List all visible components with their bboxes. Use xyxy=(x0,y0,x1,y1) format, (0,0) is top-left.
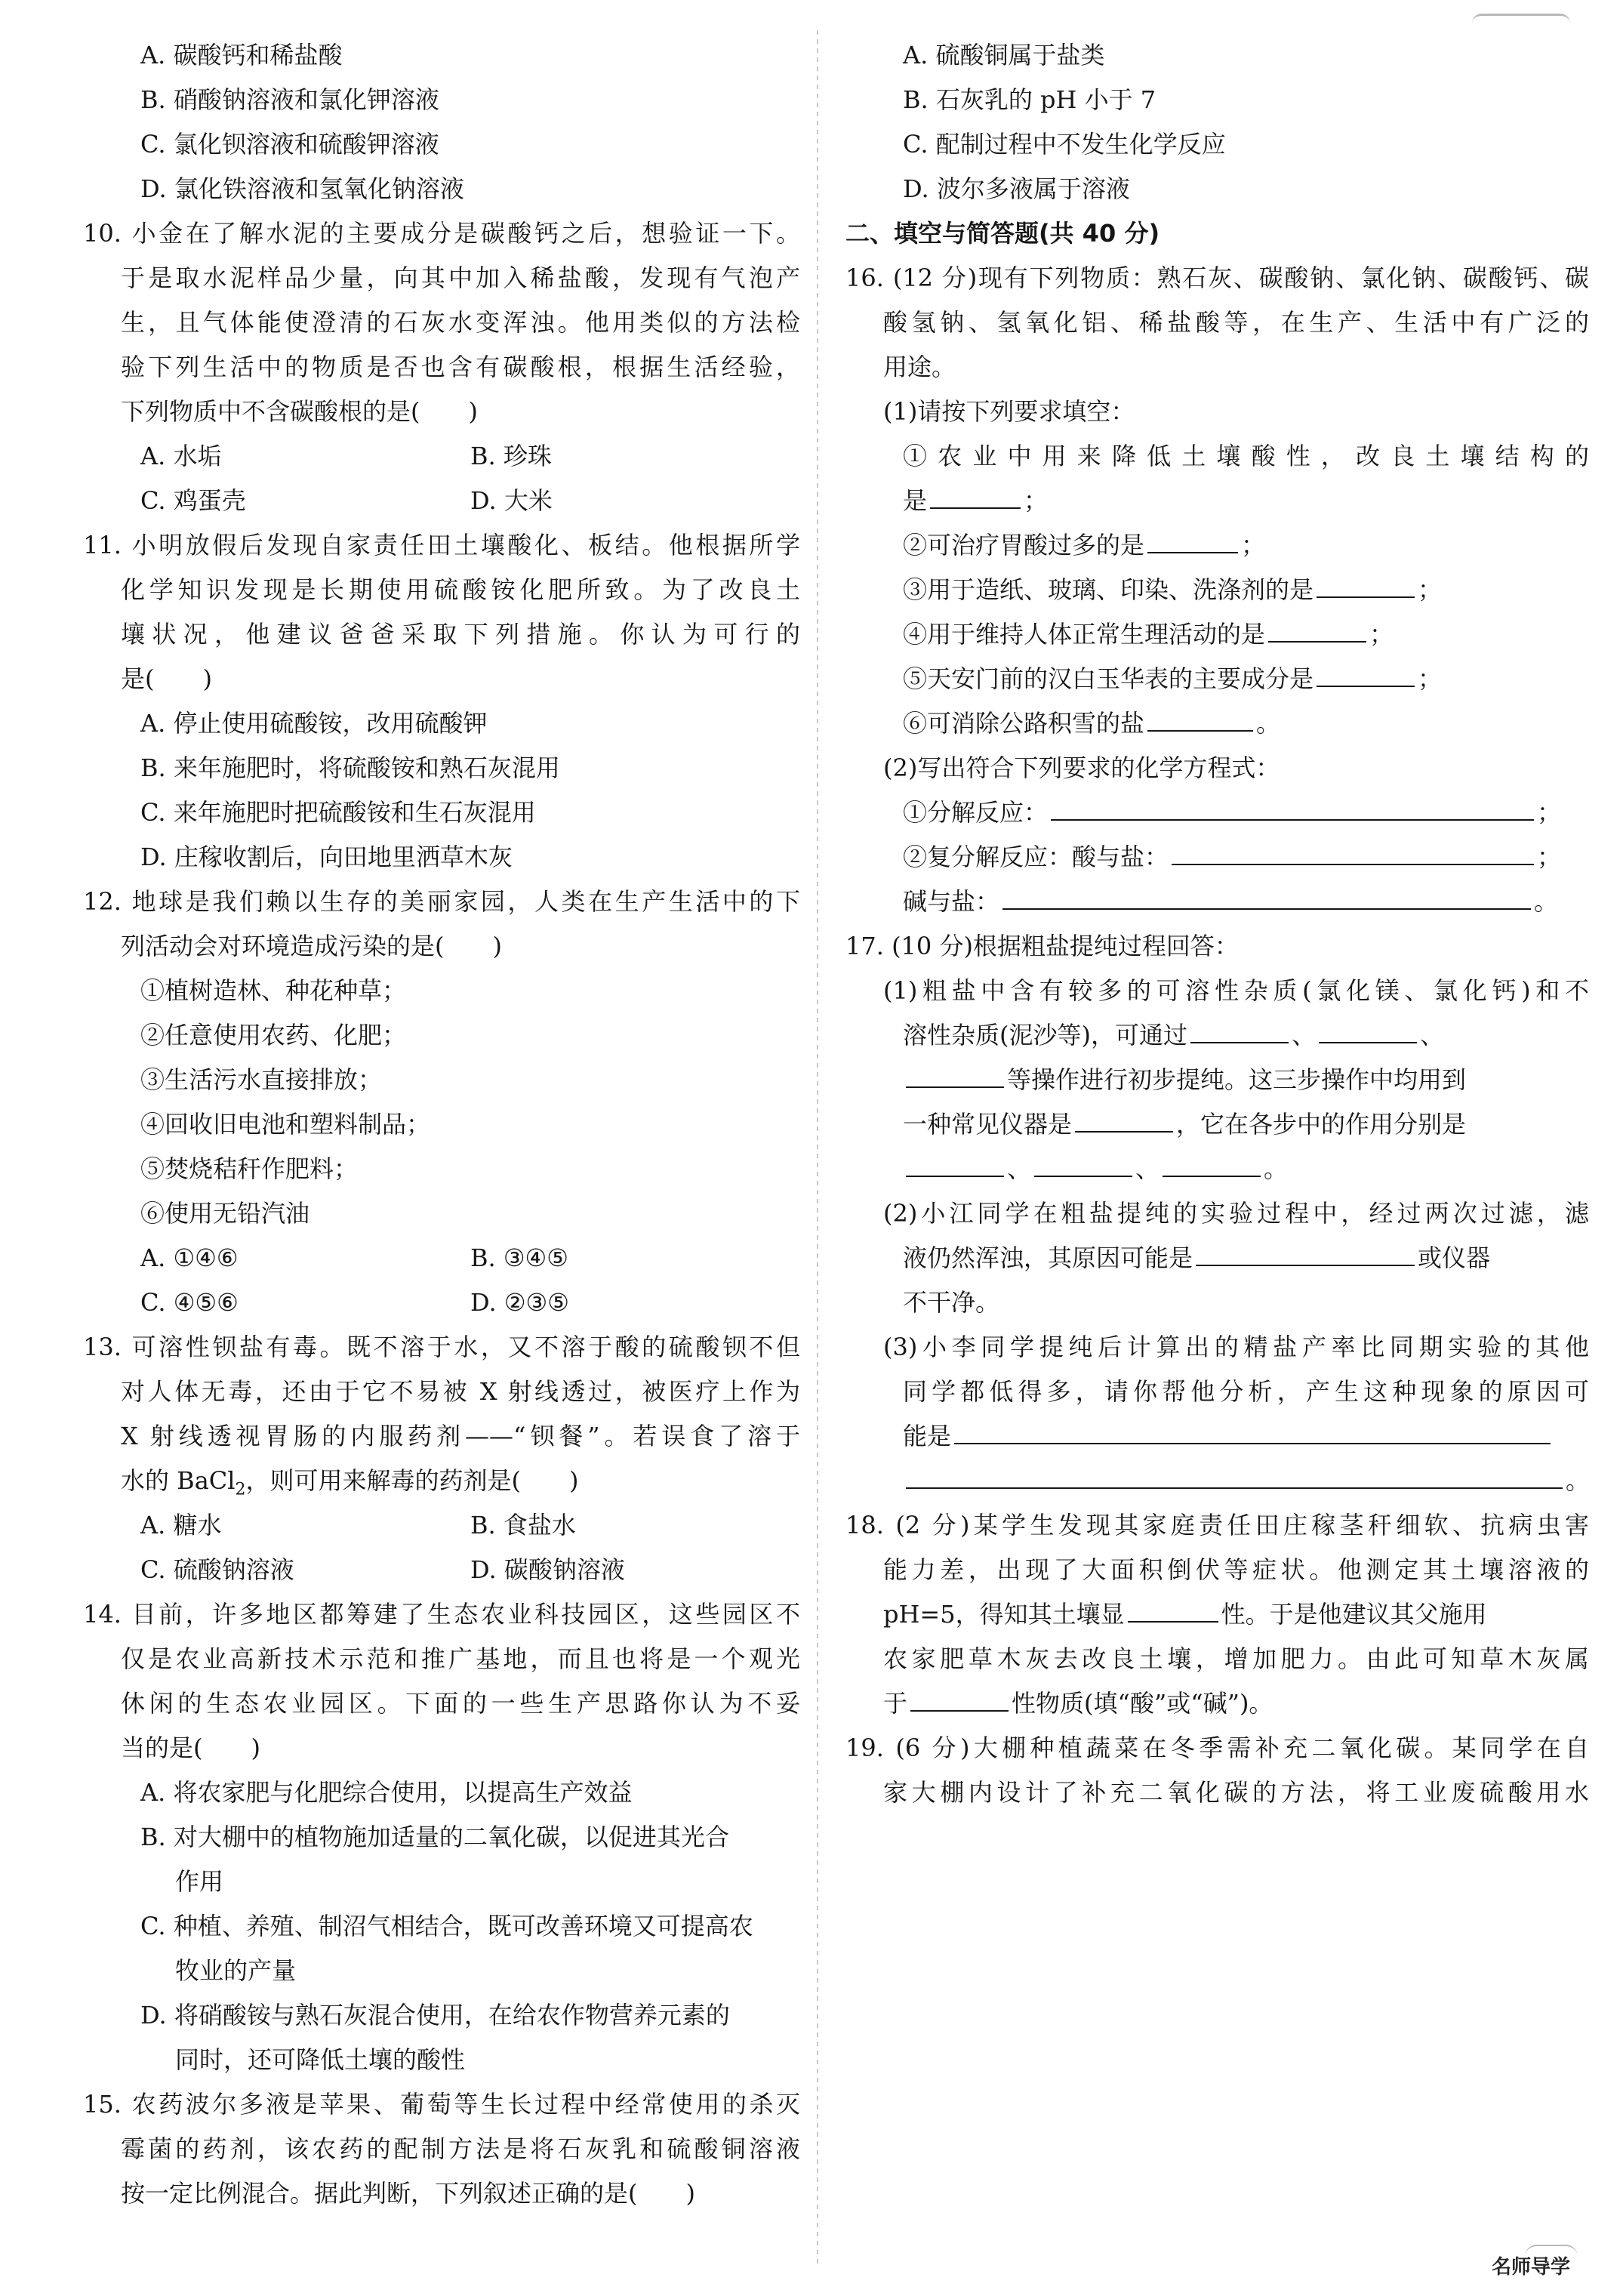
q13-option-c: C. 硫酸钠溶液 xyxy=(140,1555,294,1584)
q11-option-b: B. 来年施肥时，将硫酸铵和熟石灰混用 xyxy=(140,754,560,782)
q11-stem-line: 化学知识发现是长期使用硫酸铵化肥所致。为了改良土 xyxy=(121,575,800,604)
q13-option-a: A. 糖水 xyxy=(140,1511,222,1539)
q17-part-1-text: 等操作进行初步提纯。这三步操作中均用到 xyxy=(1007,1065,1467,1094)
q16-eq-1-text: ①分解反应： xyxy=(903,798,1049,827)
q12-option-d: D. ②③⑤ xyxy=(470,1288,569,1317)
punctuation: ； xyxy=(1369,620,1394,649)
q18-stem-line: 农家肥草木灰去改良土壤，增加肥力。由此可知草木灰属 xyxy=(883,1644,1589,1673)
q12-option-b: B. ③④⑤ xyxy=(470,1244,568,1272)
punctuation: 。 xyxy=(1264,1154,1289,1183)
q17-part-2-line xyxy=(845,1236,1589,1281)
q16-blank-6[interactable] xyxy=(1147,701,1253,732)
q9-option-b: B. 硝酸钠溶液和氯化钾溶液 xyxy=(140,85,439,114)
q11-stem-line: 11. 小明放假后发现自家责任田土壤酸化、板结。他根据所学 xyxy=(83,531,800,559)
q16-item-5-text: ⑤天安门前的汉白玉华表的主要成分是 xyxy=(903,664,1314,693)
q16-item-2 xyxy=(845,523,1589,568)
footer-brand-mark: 名师导学 xyxy=(1491,2256,1570,2279)
q16-stem-line: 酸氢钠、氢氧化铝、稀盐酸等，在生产、生活中有广泛的 xyxy=(883,308,1589,337)
q15-option-a: A. 硫酸铜属于盐类 xyxy=(903,41,1105,69)
q15-option-c: C. 配制过程中不发生化学反应 xyxy=(903,130,1226,159)
q16-stem-line: 16. (12 分)现有下列物质：熟石灰、碳酸钠、氯化钠、碳酸钙、碳 xyxy=(845,264,1589,292)
punctuation: ； xyxy=(1241,531,1266,559)
q18-blank-2[interactable] xyxy=(910,1681,1009,1712)
q16-item-4 xyxy=(845,612,1589,657)
q18-stem-line xyxy=(845,1592,1589,1637)
q16-eq-blank-1[interactable] xyxy=(1051,791,1534,821)
punctuation: ； xyxy=(1418,664,1443,693)
q17-part-3-line: (3)小李同学提纯后计算出的精盐产率比同期实验的其他 xyxy=(883,1333,1589,1361)
q16-item-2-text: ②可治疗胃酸过多的是 xyxy=(903,531,1145,559)
q10-options-row xyxy=(83,479,800,523)
q13-option-d: D. 碳酸钠溶液 xyxy=(470,1555,625,1584)
page-corner-mark xyxy=(1472,14,1570,23)
q13-stem-line: X 射线透视胃肠的内服药剂——“钡餐”。若误食了溶于 xyxy=(121,1422,800,1450)
q12-item: ④回收旧电池和塑料制品； xyxy=(140,1110,431,1139)
q18-text: 性物质(填“酸”或“碱”)。 xyxy=(1012,1689,1273,1718)
q12-options-row xyxy=(83,1281,800,1325)
punctuation: 。 xyxy=(1256,709,1281,738)
q14-option-b-cont: 作用 xyxy=(175,1867,224,1896)
q18-stem-line xyxy=(845,1681,1589,1726)
q17-part-3-line xyxy=(845,1414,1589,1459)
q12-stem-line: 12. 地球是我们赖以生存的美丽家园，人类在生产生活中的下 xyxy=(83,887,800,916)
q10-option-c: C. 鸡蛋壳 xyxy=(140,486,246,515)
q18-stem-line: 18. (2 分)某学生发现其家庭责任田庄稼茎秆细软、抗病虫害 xyxy=(845,1511,1589,1539)
q17-blank-10[interactable] xyxy=(906,1459,1563,1489)
column-divider xyxy=(817,30,818,2265)
q12-item: ①植树造林、种花种草； xyxy=(140,976,407,1005)
q12-item: ⑥使用无铅汽油 xyxy=(140,1199,310,1228)
q11-stem-line: 壤状况，他建议爸爸采取下列措施。你认为可行的 xyxy=(121,620,800,649)
q10-stem-line: 验下列生活中的物质是否也含有碳酸根，根据生活经验， xyxy=(121,353,800,381)
q17-part-1-line xyxy=(845,1058,1589,1102)
punctuation: ； xyxy=(1537,843,1562,871)
q17-part-1-line xyxy=(845,1147,1589,1191)
q10-stem-line: 10. 小金在了解水泥的主要成分是碳酸钙之后，想验证一下。 xyxy=(83,219,800,248)
punctuation: 、 xyxy=(1420,1021,1445,1049)
section-2-title: 二、填空与简答题(共 40 分) xyxy=(845,219,1160,248)
q17-part-2-line: (2)小江同学在粗盐提纯的实验过程中，经过两次过滤，滤 xyxy=(883,1199,1589,1228)
q15-option-b: B. 石灰乳的 pH 小于 7 xyxy=(903,85,1156,114)
q17-part-1-text: 溶性杂质(泥沙等)，可通过 xyxy=(903,1021,1187,1049)
q16-blank-5[interactable] xyxy=(1317,657,1415,687)
q17-blank-8[interactable] xyxy=(1196,1236,1415,1266)
q10-stem-line: 下列物质中不含碳酸根的是( ) xyxy=(121,397,478,426)
q16-item-6-text: ⑥可消除公路积雪的盐 xyxy=(903,709,1145,738)
q13-stem-line: 对人体无毒，还由于它不易被 X 射线透过，被医疗上作为 xyxy=(121,1377,800,1406)
q17-part-1-line xyxy=(845,1013,1589,1058)
q16-item-5 xyxy=(845,657,1589,701)
punctuation: 、 xyxy=(1007,1154,1032,1183)
q12-stem-line: 列活动会对环境造成污染的是( ) xyxy=(121,932,502,960)
q12-item: ②任意使用农药、化肥； xyxy=(140,1021,407,1049)
q19-stem-line: 19. (6 分)大棚种植蔬菜在冬季需补充二氧化碳。某同学在自 xyxy=(845,1734,1589,1762)
q11-stem-line: 是( ) xyxy=(121,664,212,693)
q16-item-6 xyxy=(845,701,1589,746)
q11-option-c: C. 来年施肥时把硫酸铵和生石灰混用 xyxy=(140,798,536,827)
q16-eq-2-text: ②复分解反应：酸与盐： xyxy=(903,843,1169,871)
q15-option-d: D. 波尔多液属于溶液 xyxy=(903,174,1130,203)
q17-blank-5[interactable] xyxy=(906,1147,1004,1177)
q13-options-row xyxy=(83,1548,800,1592)
q12-options-row xyxy=(83,1236,800,1281)
q14-stem-line: 仅是农业高新技术示范和推广基地，而且也将是一个观光 xyxy=(121,1644,800,1673)
q14-option-c-cont: 牧业的产量 xyxy=(175,1956,297,1985)
punctuation: ； xyxy=(1537,798,1562,827)
q16-blank-3[interactable] xyxy=(1317,568,1415,598)
q16-eq-3-text: 碱与盐： xyxy=(903,887,1000,916)
q14-option-d-cont: 同时，还可降低土壤的酸性 xyxy=(175,2045,466,2074)
q16-item-1-cont xyxy=(845,479,1589,523)
q17-part-1-line xyxy=(845,1102,1589,1147)
q17-blank-9[interactable] xyxy=(954,1414,1551,1444)
q14-option-d: D. 将硝酸铵与熟石灰混合使用，在给农作物营养元素的 xyxy=(140,2001,730,2029)
q17-part-3-line: 同学都低得多，请你帮他分析，产生这种现象的原因可 xyxy=(903,1377,1589,1406)
q17-blank-4[interactable] xyxy=(1075,1102,1173,1133)
q10-option-a: A. 水垢 xyxy=(140,442,222,470)
punctuation: 。 xyxy=(1566,1466,1591,1495)
q14-option-c: C. 种植、养殖、制沼气相结合，既可改善环境又可提高农 xyxy=(140,1912,753,1940)
q10-stem-line: 生，且气体能使澄清的石灰水变浑浊。他用类似的方法检 xyxy=(121,308,800,337)
q10-stem-line: 于是取水泥样品少量，向其中加入稀盐酸，发现有气泡产 xyxy=(121,264,800,292)
q17-part-2-text: 或仪器 xyxy=(1418,1244,1491,1272)
q16-item-1-text: 是 xyxy=(903,486,928,515)
q17-part-1-line: (1)粗盐中含有较多的可溶性杂质(氯化镁、氯化钙)和不 xyxy=(883,976,1589,1005)
q13-formula-subscript: 2 xyxy=(235,1480,246,1499)
q18-text: pH=5，得知其土壤显 xyxy=(883,1600,1125,1629)
q16-item-3 xyxy=(845,568,1589,612)
q14-stem-line: 休闲的生态农业园区。下面的一些生产思路你认为不妥 xyxy=(121,1689,800,1718)
q17-stem: 17. (10 分)根据粗盐提纯过程回答： xyxy=(845,932,1239,960)
q16-equation-2 xyxy=(845,835,1589,880)
q10-option-d: D. 大米 xyxy=(470,486,553,515)
q16-item-4-text: ④用于维持人体正常生理活动的是 xyxy=(903,620,1266,649)
punctuation: ； xyxy=(1024,486,1049,515)
q11-option-d: D. 庄稼收割后，向田地里洒草木灰 xyxy=(140,843,513,871)
punctuation: 。 xyxy=(1534,887,1559,916)
left-column xyxy=(83,33,800,2216)
q18-blank-1[interactable] xyxy=(1128,1592,1218,1623)
q9-option-d: D. 氯化铁溶液和氢氧化钠溶液 xyxy=(140,174,464,203)
q15-stem-line: 按一定比例混合。据此判断，下列叙述正确的是( ) xyxy=(121,2179,695,2208)
q17-blank-2[interactable] xyxy=(1319,1013,1417,1043)
q17-part-3-text: 能是 xyxy=(903,1422,952,1450)
q16-eq-blank-2[interactable] xyxy=(1172,835,1534,865)
q17-part-1-text: 一种常见仪器是 xyxy=(903,1110,1073,1139)
q13-option-b: B. 食盐水 xyxy=(470,1511,576,1539)
q10-option-b: B. 珍珠 xyxy=(470,442,552,470)
q16-blank-2[interactable] xyxy=(1147,523,1238,553)
q9-option-c: C. 氯化钡溶液和硫酸钾溶液 xyxy=(140,130,439,159)
q16-eq-blank-3[interactable] xyxy=(1002,880,1531,910)
q13-stem-suffix: ，则可用来解毒的药剂是( ) xyxy=(245,1466,579,1495)
q16-equation-3 xyxy=(845,880,1589,924)
q16-stem-line: 用途。 xyxy=(883,353,956,381)
q14-option-a: A. 将农家肥与化肥综合使用，以提高生产效益 xyxy=(140,1778,633,1807)
q17-part-1-text: ，它在各步中的作用分别是 xyxy=(1176,1110,1467,1139)
q17-blank-1[interactable] xyxy=(1190,1013,1289,1043)
q13-stem-line xyxy=(83,1459,800,1503)
q13-formula-prefix: 水的 BaCl xyxy=(121,1466,236,1495)
q17-part-3-line xyxy=(845,1459,1589,1503)
q16-blank-4[interactable] xyxy=(1268,612,1366,643)
q19-stem-line: 家大棚内设计了补充二氧化碳的方法，将工业废硫酸用水 xyxy=(883,1778,1589,1807)
q18-text: 性。于是他建议其父施用 xyxy=(1221,1600,1487,1629)
q16-equation-1 xyxy=(845,791,1589,835)
q13-stem-line: 13. 可溶性钡盐有毒。既不溶于水，又不溶于酸的硫酸钡不但 xyxy=(83,1333,800,1361)
q16-blank-1[interactable] xyxy=(930,479,1021,509)
q16-part-2: (2)写出符合下列要求的化学方程式： xyxy=(883,754,1280,782)
q17-part-2-text: 液仍然浑浊，其原因可能是 xyxy=(903,1244,1193,1272)
q17-part-2-line: 不干净。 xyxy=(903,1288,1000,1317)
q12-option-a: A. ①④⑥ xyxy=(140,1244,239,1272)
q14-option-b: B. 对大棚中的植物施加适量的二氧化碳，以促进其光合 xyxy=(140,1823,729,1851)
q14-stem-line: 14. 目前，许多地区都筹建了生态农业科技园区，这些园区不 xyxy=(83,1600,800,1629)
q15-stem-line: 15. 农药波尔多液是苹果、葡萄等生长过程中经常使用的杀灭 xyxy=(83,2090,800,2119)
q9-option-a: A. 碳酸钙和稀盐酸 xyxy=(140,41,343,69)
q10-options-row xyxy=(83,434,800,479)
q12-item: ⑤焚烧秸秆作肥料； xyxy=(140,1154,359,1183)
q13-options-row xyxy=(83,1503,800,1548)
punctuation: 、 xyxy=(1291,1021,1316,1049)
q14-stem-line: 当的是( ) xyxy=(121,1734,260,1762)
q11-option-a: A. 停止使用硫酸铵，改用硫酸钾 xyxy=(140,709,488,738)
q12-option-c: C. ④⑤⑥ xyxy=(140,1288,239,1317)
q17-blank-7[interactable] xyxy=(1163,1147,1261,1177)
q16-part-1: (1)请按下列要求填空： xyxy=(883,397,1135,426)
q17-blank-3[interactable] xyxy=(906,1058,1004,1088)
punctuation: 、 xyxy=(1135,1154,1160,1183)
q17-blank-6[interactable] xyxy=(1034,1147,1132,1177)
punctuation: ； xyxy=(1418,575,1443,604)
right-column xyxy=(845,33,1589,1815)
q16-item-3-text: ③用于造纸、玻璃、印染、洗涤剂的是 xyxy=(903,575,1314,604)
q18-text: 于 xyxy=(883,1689,908,1718)
q12-item: ③生活污水直接排放； xyxy=(140,1065,383,1094)
q15-stem-line: 霉菌的药剂，该农药的配制方法是将石灰乳和硫酸铜溶液 xyxy=(121,2134,800,2163)
q18-stem-line: 能力差，出现了大面积倒伏等症状。他测定其土壤溶液的 xyxy=(883,1555,1589,1584)
q16-item-1: ①农业中用来降低土壤酸性，改良土壤结构的 xyxy=(903,442,1589,470)
